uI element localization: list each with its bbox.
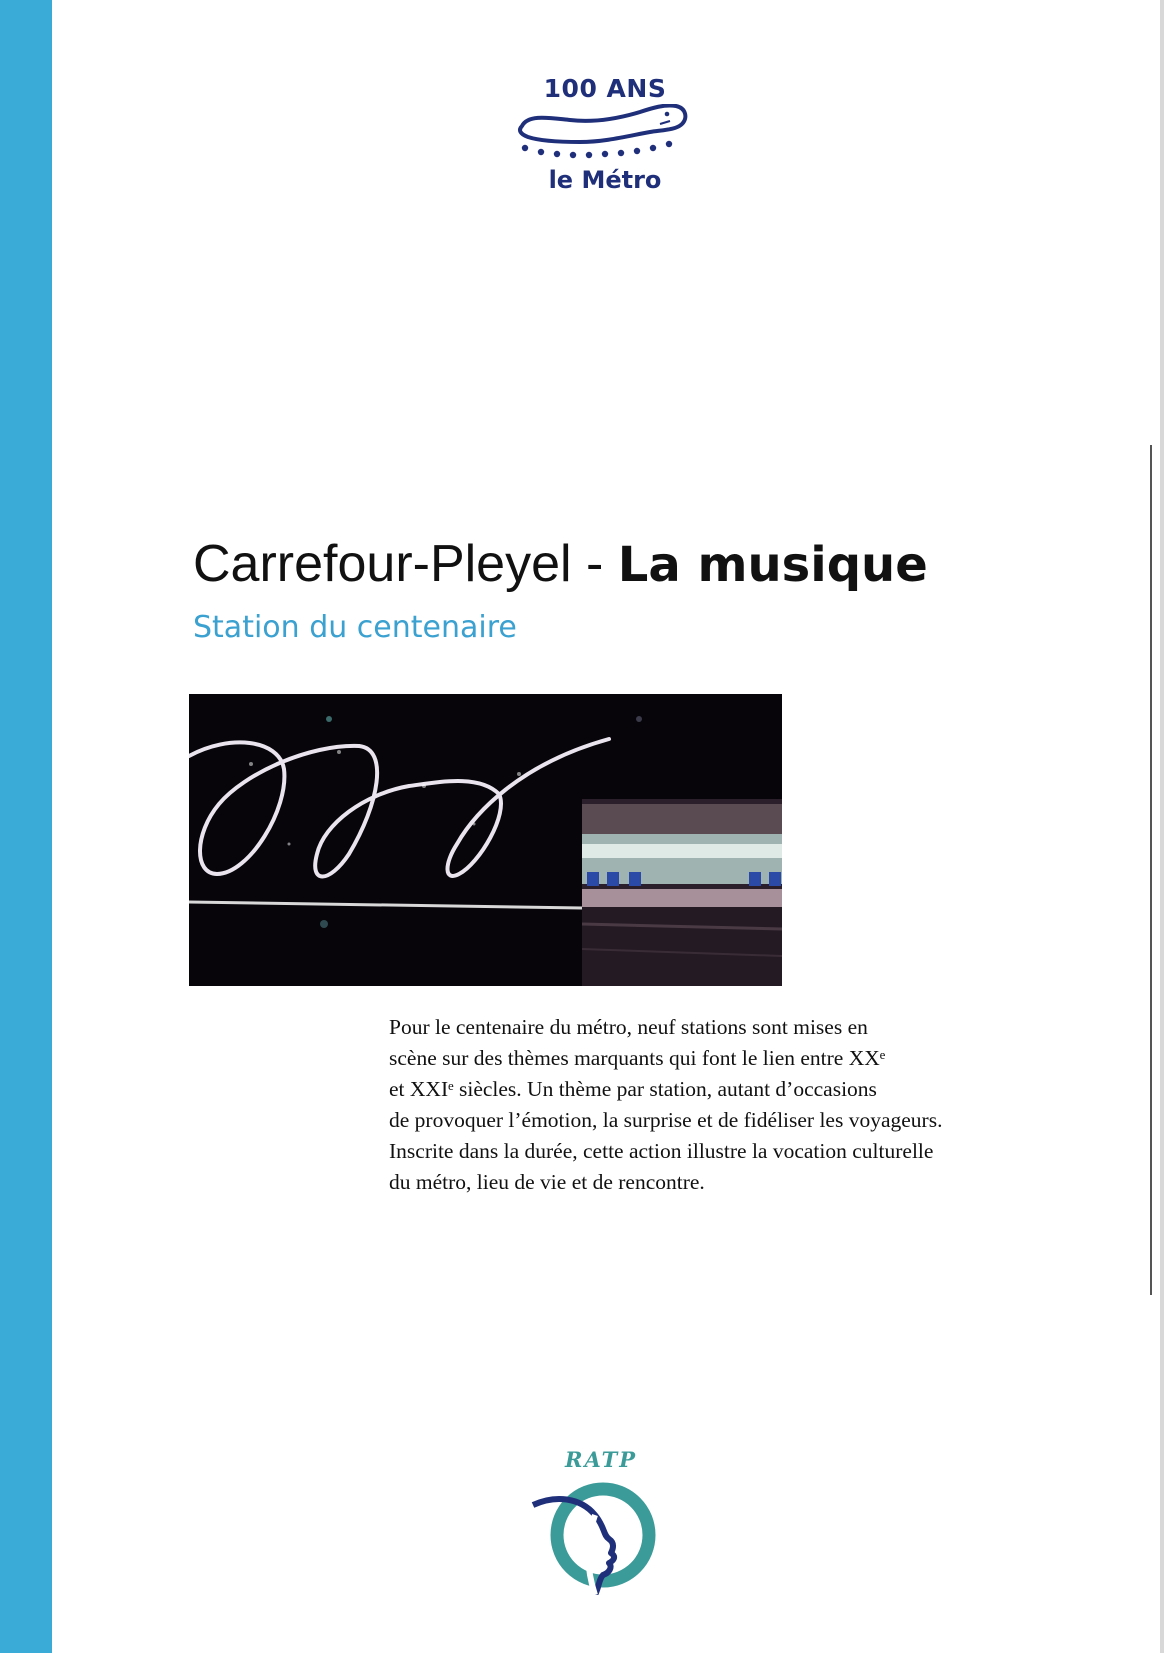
body-line-5: Inscrite dans la durée, cette action illustre la vocation culturelle <box>389 1139 934 1163</box>
ratp-logo <box>525 1447 675 1597</box>
body-line-2: scène sur des thèmes marquants qui font le lien entre XXᵉ <box>389 1046 886 1070</box>
title-theme: La musique <box>617 537 928 593</box>
metro-centenary-icon <box>510 104 700 164</box>
body-line-3: et XXIᵉ siècles. Un thème par station, autant d’occasions <box>389 1077 877 1101</box>
page-subtitle: Station du centenaire <box>193 610 517 645</box>
right-edge-rule <box>1150 445 1152 1295</box>
logo-bottom-text: le Métro <box>548 166 662 194</box>
body-line-1: Pour le centenaire du métro, neuf stations sont mises en <box>389 1015 868 1039</box>
left-color-band <box>0 0 52 1653</box>
ratp-profile-icon <box>525 1475 675 1595</box>
logo-top-text: 100 ANS <box>543 74 667 103</box>
right-page-edge <box>1160 0 1164 1653</box>
body-line-6: du métro, lieu de vie et de rencontre. <box>389 1170 705 1194</box>
body-paragraph <box>389 1012 1049 1198</box>
ratp-wordmark: RATP <box>565 1447 638 1472</box>
centenary-logo <box>505 70 705 200</box>
station-photo <box>189 694 782 986</box>
page-title <box>193 532 1093 597</box>
body-line-4: de provoquer l’émotion, la surprise et de fidéliser les voyageurs. <box>389 1108 943 1132</box>
title-station: Carrefour-Pleyel - <box>193 535 618 593</box>
